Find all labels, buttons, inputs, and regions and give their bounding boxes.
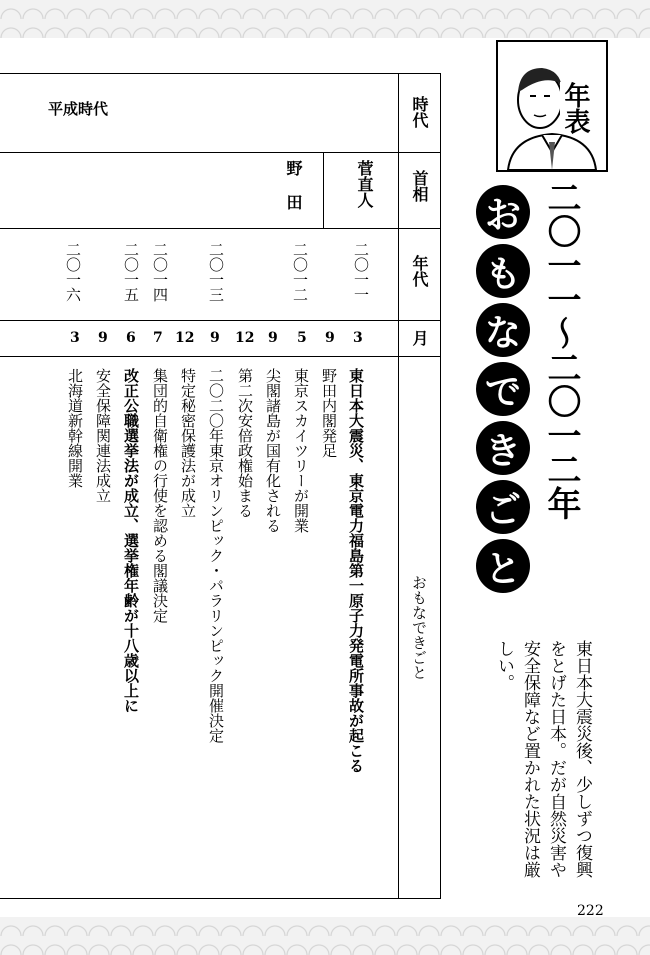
year-2013: 二〇一三: [207, 242, 225, 302]
title-char: お: [476, 185, 530, 239]
header-pm: 首相: [410, 170, 429, 202]
title-char: な: [476, 303, 530, 357]
event-item: 二〇二〇年東京オリンピック・パラリンピック開催決定: [207, 368, 225, 743]
header-month: 月: [410, 330, 429, 346]
month-cell: 9: [268, 330, 278, 346]
title-char: と: [476, 539, 530, 593]
pm-kan: 菅直人: [355, 160, 374, 208]
intro-text: 東日本大震災後、少しずつ復興をとげた日本。だが自然災害や安全保障など置かれた状況は厳しい。: [494, 640, 592, 878]
era-name: 平成時代: [48, 100, 109, 118]
title-char: で: [476, 362, 530, 416]
year-2014: 二〇一四: [151, 242, 169, 302]
month-cell: 9: [325, 330, 335, 346]
pm-noda: 野田: [284, 160, 303, 228]
event-item: 尖閣諸島が国有化される: [264, 368, 282, 533]
page-number: 222: [577, 903, 604, 919]
event-item: 改正公職選挙法が成立、選挙権年齢が十八歳以上に: [122, 368, 140, 713]
portrait-illustration: [496, 40, 608, 172]
nenpyo-label: 年表: [560, 82, 590, 134]
title-char: も: [476, 244, 530, 298]
bottom-pattern-band: [0, 917, 650, 955]
month-cell: 7: [153, 330, 163, 346]
month-cell: 5: [297, 330, 307, 346]
month-cell: 3: [70, 330, 80, 346]
month-cell: 12: [235, 330, 255, 346]
event-item: 北海道新幹線開業: [66, 368, 84, 488]
event-item: 東日本大震災、東京電力福島第一原子力発電所事故が起こる: [347, 368, 365, 773]
year-2011: 二〇一一: [352, 242, 370, 302]
event-item: 第二次安倍政権始まる: [236, 368, 254, 518]
event-item: 東京スカイツリーが開業: [292, 368, 310, 533]
top-pattern-band: [0, 0, 650, 38]
year-2015: 二〇一五: [122, 242, 140, 302]
month-cell: 9: [98, 330, 108, 346]
header-year: 年代: [410, 255, 429, 287]
event-item: 安全保障関連法成立: [94, 368, 112, 503]
month-cell: 3: [353, 330, 363, 346]
month-cell: 9: [210, 330, 220, 346]
header-era: 時代: [410, 96, 429, 128]
title-years: 二〇一一〜二〇一二年: [541, 180, 581, 520]
month-cell: 12: [175, 330, 195, 346]
event-item: 野田内閣発足: [320, 368, 338, 458]
title-char: き: [476, 421, 530, 475]
event-item: 特定秘密保護法が成立: [179, 368, 197, 518]
month-cell: 6: [126, 330, 136, 346]
year-2012: 二〇一二: [291, 242, 309, 302]
title-char: ご: [476, 480, 530, 534]
header-events: おもなできごと: [410, 575, 428, 680]
event-item: 集団的自衛権の行使を認める閣議決定: [151, 368, 169, 623]
year-2016: 二〇一六: [64, 242, 82, 302]
